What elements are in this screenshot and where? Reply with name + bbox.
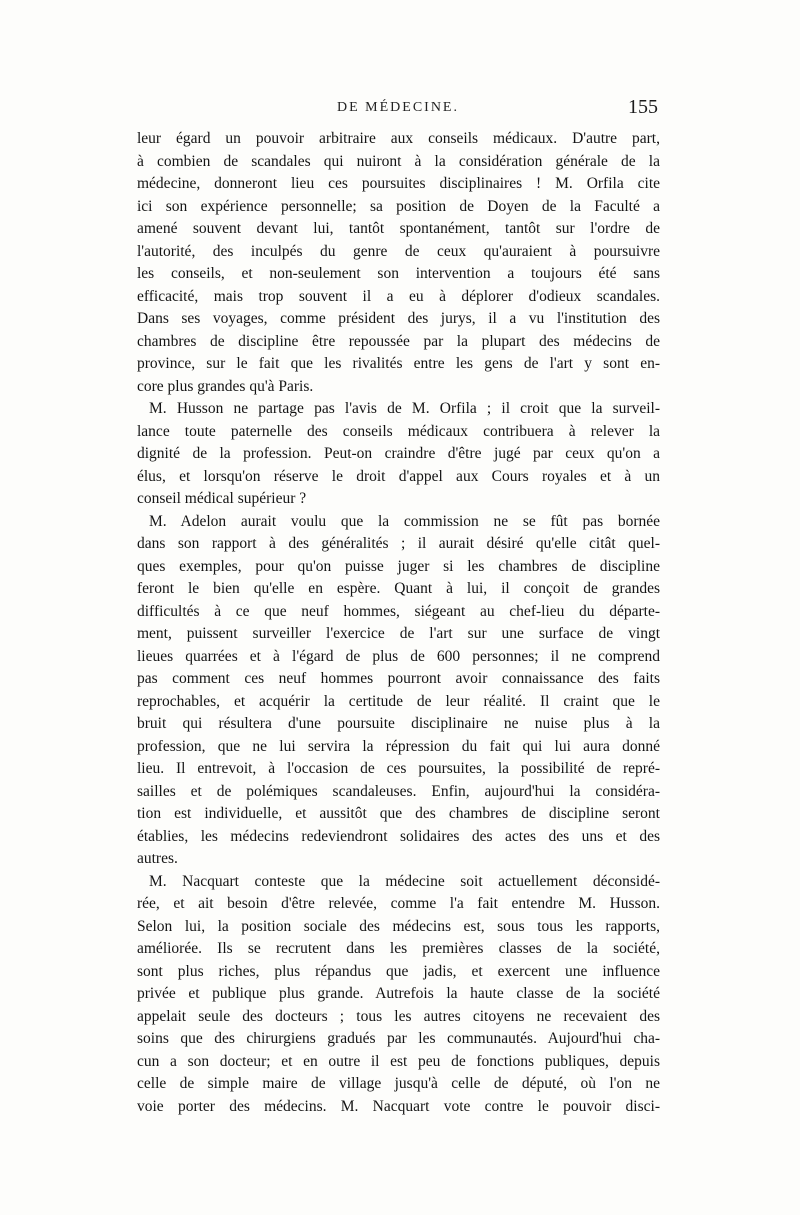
text-line: chambres de discipline être repoussée par la plupart des médecins de <box>137 332 660 350</box>
text-line: province, sur le fait que les rivalités entre les gens de l'art y sont en- <box>137 355 660 372</box>
text-line: conseil médical supérieur ? <box>137 490 307 507</box>
text-line: bruit qui résultera d'une poursuite disciplinaire ne nuise plus à la <box>137 715 660 732</box>
text-line: celle de simple maire de village jusqu'à celle de député, où l'on ne <box>137 1075 660 1092</box>
text-line: M. Husson ne partage pas l'avis de M. Orfila ; il croit que la surveil- <box>149 400 660 417</box>
page-header <box>138 96 658 124</box>
text-line: lieu. Il entrevoit, à l'occasion de ces poursuites, la possibilité de repré- <box>137 760 660 777</box>
text-line: M. Nacquart conteste que la médecine soit actuellement déconsidé- <box>149 872 660 890</box>
text-line: sailles et de polémiques scandaleuses. Enfin, aujourd'hui la considéra- <box>137 782 660 800</box>
text-line: core plus grandes qu'à Paris. <box>137 377 314 395</box>
text-line: voie porter des médecins. M. Nacquart vote contre le pouvoir disci- <box>137 1097 660 1115</box>
text-line: dans son rapport à des généralités ; il aurait désiré qu'elle citât quel- <box>137 535 660 552</box>
body-text <box>137 128 660 1118</box>
text-line: feront le bien qu'elle en espère. Quant à lui, il conçoit de grandes <box>137 580 660 597</box>
text-line: ques exemples, pour qu'on puisse juger si les chambres de discipline <box>137 557 660 575</box>
text-line: l'autorité, des inculpés du genre de ceux qu'auraient à poursuivre <box>137 242 660 260</box>
text-line: lance toute paternelle des conseils médicaux contribuera à relever la <box>137 422 660 440</box>
text-line: Dans ses voyages, comme président des jurys, il a vu l'institution des <box>137 310 660 327</box>
text-line: Selon lui, la position sociale des médecins est, sous tous les rapports, <box>137 917 660 935</box>
text-line: autres. <box>137 850 178 867</box>
page-number: 155 <box>628 96 658 118</box>
text-line: reprochables, et acquérir la certitude de leur réalité. Il craint que le <box>137 692 660 710</box>
text-line: dignité de la profession. Peut-on craindre d'être jugé par ceux qu'on a <box>137 445 660 462</box>
text-line: rée, et ait besoin d'être relevée, comme l'a fait entendre M. Husson. <box>137 895 660 912</box>
text-line: cun a son docteur; et en outre il est peu de fonctions publiques, depuis <box>137 1052 660 1070</box>
running-head: DE MÉDECINE. <box>337 100 459 115</box>
text-line: les conseils, et non-seulement son intervention a toujours été sans <box>137 265 660 282</box>
text-line: médecine, donneront lieu ces poursuites disciplinaires ! M. Orfila cite <box>137 175 660 192</box>
text-line: sont plus riches, plus répandus que jadis, et exercent une influence <box>137 962 660 980</box>
text-line: difficultés à ce que neuf hommes, siégeant au chef-lieu du départe- <box>137 602 660 620</box>
text-line: ici son expérience personnelle; sa position de Doyen de la Faculté a <box>137 197 660 215</box>
text-line: lieues quarrées et à l'égard de plus de 600 personnes; il ne comprend <box>137 647 660 665</box>
text-line: appelait seule des docteurs ; tous les autres citoyens ne recevaient des <box>137 1007 660 1025</box>
text-line: amené souvent devant lui, tantôt spontanément, tantôt sur l'ordre de <box>137 220 660 237</box>
text-line: améliorée. Ils se recrutent dans les premières classes de la société, <box>137 940 660 957</box>
text-line: efficacité, mais trop souvent il a eu à déplorer d'odieux scandales. <box>137 287 660 305</box>
text-line: leur égard un pouvoir arbitraire aux conseils médicaux. D'autre part, <box>137 130 660 147</box>
text-line: M. Adelon aurait voulu que la commission ne se fût pas bornée <box>149 512 660 530</box>
text-line: pas comment ces neuf hommes pourront avoir connaissance des faits <box>137 670 660 687</box>
text-line: ment, puissent surveiller l'exercice de l'art sur une surface de vingt <box>137 625 660 642</box>
text-line: établies, les médecins redeviendront solidaires des actes des uns et des <box>137 827 660 845</box>
text-line: profession, que ne lui servira la répression du fait qui lui aura donné <box>137 737 660 755</box>
text-line: soins que des chirurgiens gradués par les communautés. Aujourd'hui cha- <box>137 1030 660 1047</box>
text-line: privée et publique plus grande. Autrefois la haute classe de la société <box>137 985 660 1002</box>
text-line: à combien de scandales qui nuiront à la considération générale de la <box>137 152 660 170</box>
text-line: tion est individuelle, et aussitôt que des chambres de discipline seront <box>137 805 660 822</box>
text-line: élus, et lorsqu'on réserve le droit d'appel aux Cours royales et à un <box>137 467 660 485</box>
